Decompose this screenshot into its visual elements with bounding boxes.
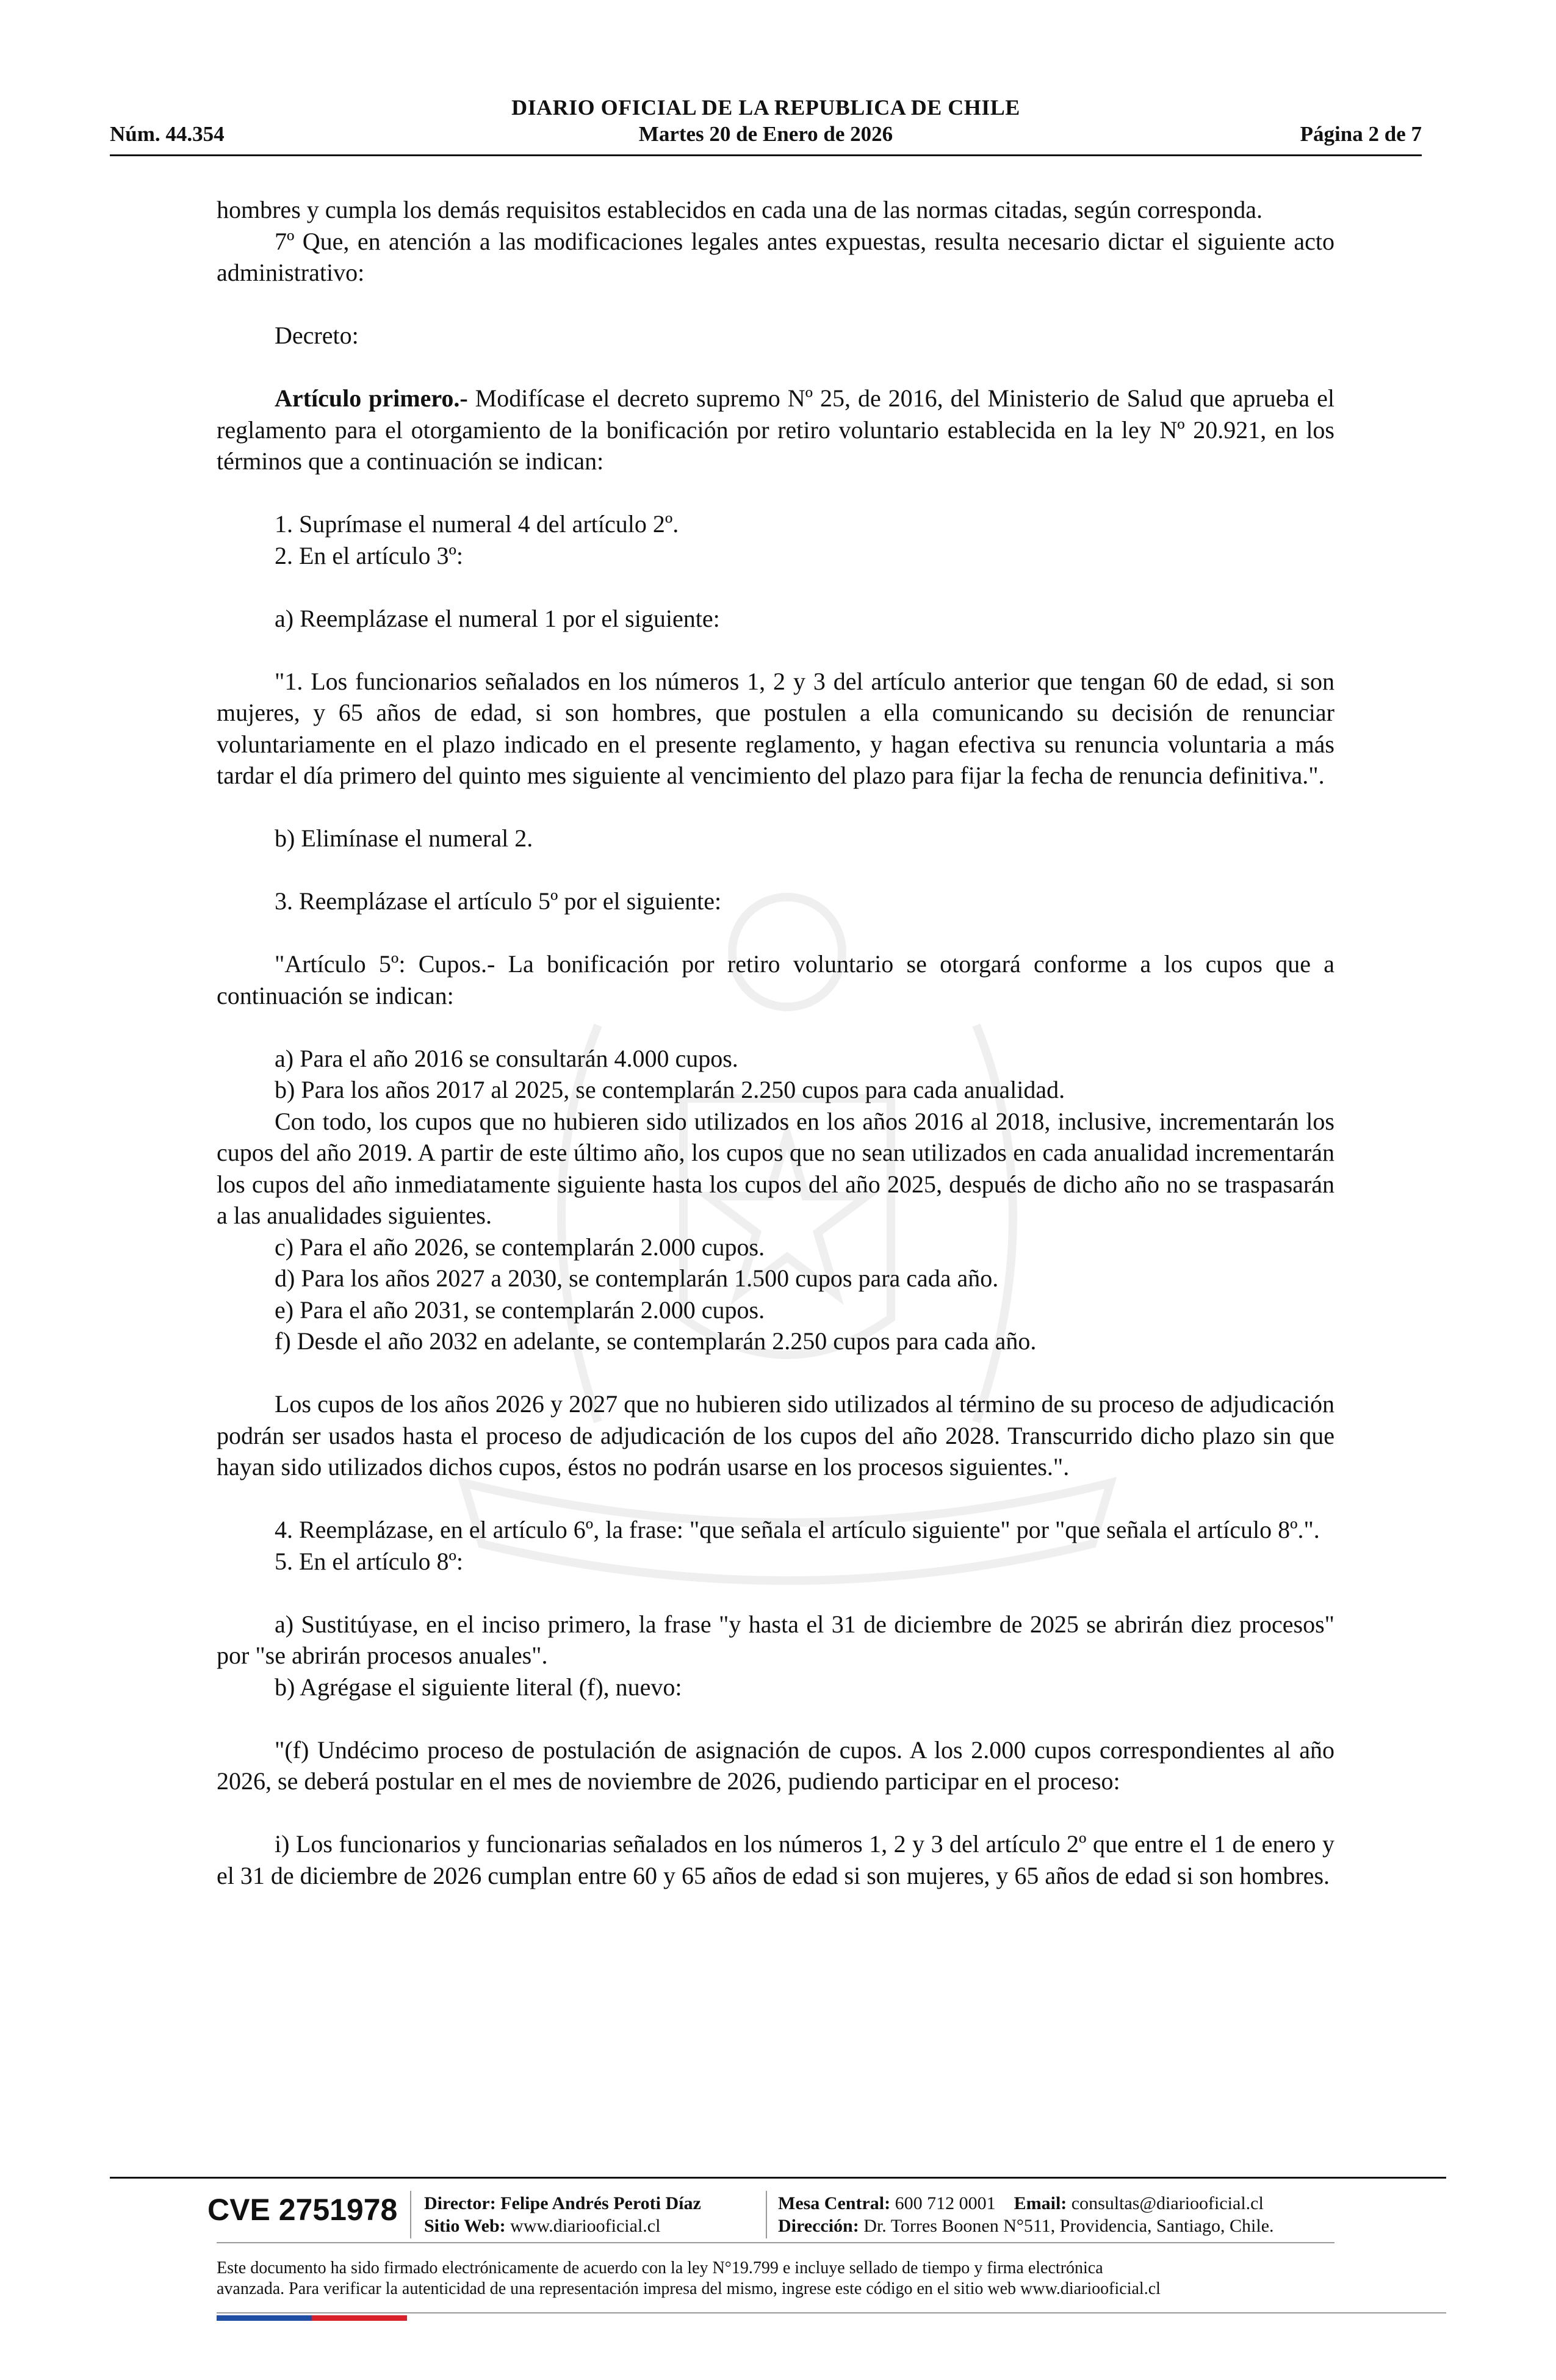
- signature-note-line1: Este documento ha sido firmado electrónicamente de acuerdo con la ley N°19.799 e incluye sellado de tiempo y firma electrónica: [217, 2259, 1103, 2277]
- list-item: d) Para los años 2027 a 2030, se contemplarán 1.500 cupos para cada año.: [275, 1264, 999, 1292]
- site-link[interactable]: www.diariooficial.cl: [510, 2216, 661, 2236]
- footer-bottom-divider: [217, 2312, 1446, 2313]
- signature-note-line2: avanzada. Para verificar la autenticidad de una representación impresa del mismo, ingrese este código en el sitio web www.diariooficial.cl: [217, 2279, 1161, 2298]
- list-item: c) Para el año 2026, se contemplarán 2.000 cupos.: [275, 1233, 765, 1261]
- header-row: [110, 122, 1422, 150]
- address-label: Dirección:: [778, 2216, 859, 2236]
- email-link[interactable]: consultas@diariooficial.cl: [1071, 2193, 1264, 2213]
- footer-director-block: [424, 2192, 701, 2237]
- paragraph: a) Sustitúyase, en el inciso primero, la frase "y hasta el 31 de diciembre de 2025 se abrirán diez procesos" por "se abrirán procesos anuales".: [217, 1610, 1334, 1669]
- footer-contact-block: [778, 2192, 1274, 2237]
- footer-thin-divider: [217, 2242, 1334, 2243]
- paragraph: Con todo, los cupos que no hubieren sido utilizados en los años 2016 al 2018, inclusive, incrementarán los cupos del año 2019. A partir de este último año, los cupos que no sean utilizados en cada anualidad incrementarán los cupos del año inmediatamente siguiente hasta los cupos del año 2025, después de dicho año no se traspasarán a las anualidades siguientes.: [217, 1107, 1334, 1229]
- article-text: Modifícase el decreto supremo Nº 25, de 2016, del Ministerio de Salud que aprueba el reglamento para el otorgamiento de la bonificación por retiro voluntario establecida en la ley Nº 20.921, en los términos que a continuación se indican:: [217, 384, 1334, 475]
- paragraph: i) Los funcionarios y funcionarias señalados en los números 1, 2 y 3 del artículo 2º que entre el 1 de enero y el 31 de diciembre de 2026 cumplan entre 60 y 65 años de edad si son mujeres, y 65 años de edad si son hombres.: [217, 1830, 1334, 1889]
- paragraph: hombres y cumpla los demás requisitos establecidos en cada una de las normas citadas, según corresponda.: [217, 196, 1262, 223]
- flag-red-stripe: [312, 2315, 407, 2321]
- email-label: Email:: [1014, 2193, 1067, 2213]
- article-paragraph: [217, 383, 1334, 477]
- site-label: Sitio Web:: [424, 2216, 506, 2236]
- director-label: Director:: [424, 2193, 496, 2213]
- footer-separator: [766, 2191, 767, 2238]
- footer-separator: [410, 2191, 411, 2238]
- director-name: Felipe Andrés Peroti Díaz: [500, 2193, 701, 2213]
- mesa-label: Mesa Central:: [778, 2193, 891, 2213]
- flag-stripe: [217, 2315, 407, 2321]
- header-divider: [110, 154, 1422, 156]
- decree-heading: Decreto:: [275, 322, 359, 349]
- article-title: Artículo primero.-: [275, 384, 468, 412]
- paragraph: "Artículo 5º: Cupos.- La bonificación por retiro voluntario se otorgará conforme a los cupos que a continuación se indican:: [217, 950, 1334, 1009]
- paragraph: 5. En el artículo 8º:: [275, 1547, 463, 1575]
- page-indicator: Página 2 de 7: [1300, 122, 1422, 146]
- document-body: [217, 194, 1334, 1891]
- list-item: b) Para los años 2017 al 2025, se contemplarán 2.250 cupos para cada anualidad.: [275, 1076, 1065, 1103]
- paragraph: b) Agrégase el siguiente literal (f), nuevo:: [275, 1673, 682, 1701]
- issue-number: Núm. 44.354: [110, 122, 225, 146]
- cve-code: CVE 2751978: [207, 2193, 398, 2227]
- paragraph: Los cupos de los años 2026 y 2027 que no hubieren sido utilizados al término de su proceso de adjudicación podrán ser usados hasta el proceso de adjudicación de los cupos del año 2028. Transcurrido dicho plazo sin que hayan sido utilizados dichos cupos, éstos no podrán usarse en los procesos siguientes.".: [217, 1390, 1334, 1480]
- paragraph: 3. Reemplázase el artículo 5º por el siguiente:: [275, 887, 722, 915]
- address-value: Dr. Torres Boonen N°511, Providencia, Santiago, Chile.: [863, 2216, 1274, 2236]
- paragraph: b) Elimínase el numeral 2.: [275, 824, 533, 852]
- footer-divider: [110, 2177, 1446, 2179]
- issue-date: Martes 20 de Enero de 2026: [638, 122, 893, 146]
- paragraph: 7º Que, en atención a las modificaciones legales antes expuestas, resulta necesario dictar el siguiente acto administrativo:: [217, 227, 1334, 286]
- paragraph: 2. En el artículo 3º:: [275, 541, 463, 569]
- mesa-phone: 600 712 0001: [895, 2193, 996, 2213]
- paragraph: a) Reemplázase el numeral 1 por el siguiente:: [275, 604, 720, 632]
- paragraph: 4. Reemplázase, en el artículo 6º, la frase: "que señala el artículo siguiente" por "que señala el artículo 8º.".: [275, 1516, 1320, 1543]
- flag-blue-stripe: [217, 2315, 312, 2321]
- paragraph: "1. Los funcionarios señalados en los números 1, 2 y 3 del artículo anterior que tengan 60 de edad, si son mujeres, y 65 años de edad, si son hombres, que postulen a ella comunicando su decisión de renunciar voluntariamente en el plazo indicado en el presente reglamento, y hagan efectiva su renuncia voluntaria a más tardar el día primero del quinto mes siguiente al vencimiento del plazo para fijar la fecha de renuncia definitiva.".: [217, 667, 1334, 789]
- paragraph: "(f) Undécimo proceso de postulación de asignación de cupos. A los 2.000 cupos correspondientes al año 2026, se deberá postular en el mes de noviembre de 2026, pudiendo participar en el proceso:: [217, 1736, 1334, 1795]
- list-item: f) Desde el año 2032 en adelante, se contemplarán 2.250 cupos para cada año.: [275, 1327, 1037, 1355]
- publication-title: DIARIO OFICIAL DE LA REPUBLICA DE CHILE: [511, 95, 1020, 120]
- paragraph: 1. Suprímase el numeral 4 del artículo 2º.: [275, 510, 679, 538]
- list-item: a) Para el año 2016 se consultarán 4.000 cupos.: [275, 1044, 738, 1072]
- list-item: e) Para el año 2031, se contemplarán 2.000 cupos.: [275, 1296, 765, 1324]
